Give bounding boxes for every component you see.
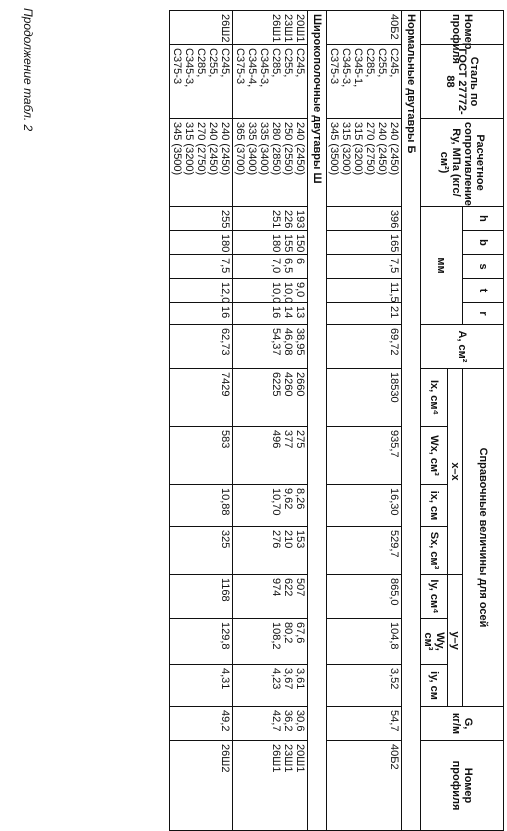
header-s: s [463,255,504,279]
cell-Ix: 2660 4260 6225 [233,369,308,427]
cell-steel: С245, С255, С285, С345-3, С345-4, С375-3 [233,45,308,119]
cell-t: 12,0 [170,279,233,303]
header-h: h [463,207,504,231]
cell-profile-end: 26Ш2 [170,741,233,831]
cell-profile: 26Ш2 [170,11,233,45]
section-title-row [402,11,421,831]
cell-Wx: 275 377 496 [233,427,308,485]
header-mm: мм [421,207,463,325]
cell-r: 16 [170,303,233,325]
header-area: A, см² [421,325,504,369]
cell-steel: С245, С255, С285, С345-1, С345-3, С375-3 [327,45,402,119]
cell-Iy: 865,0 [327,575,402,619]
cell-Wy: 129,8 [170,619,233,665]
rotated-table-container [39,10,504,811]
cell-profile-end: 40Б2 [327,741,402,831]
header-ref-group: Справочные величины для осей [463,369,504,707]
cell-steel: С245, С255, С285, С345-3, С375-3 [170,45,233,119]
header-profile-end: Номер профиля [421,741,504,831]
cell-iy: 3,52 [327,665,402,707]
cell-b: 180 [170,231,233,255]
header-Sx: Sx, см³ [421,527,448,575]
cell-Ix: 7429 [170,369,233,427]
header-r: r [463,303,504,325]
table-row [170,11,233,831]
cell-profile: 20Ш1 23Ш1 26Ш1 [233,11,308,45]
cell-Iy: 1168 [170,575,233,619]
header-ix: ix, см [421,485,448,527]
cell-resistance: 240 (2450) 240 (2450) 270 (2750) 315 (3200) 345 (3500) [170,119,233,207]
cell-ix: 16,30 [327,485,402,527]
cell-h: 255 [170,207,233,231]
header-b: b [463,231,504,255]
table-body [170,11,421,831]
cell-h: 396 [327,207,402,231]
section-title: Нормальные двутавры Б [402,11,421,831]
header-t: t [463,279,504,303]
cell-Wy: 67,6 80,2 108,2 [233,619,308,665]
header-Wy: Wy, см³ [421,619,448,665]
cell-r: 13 14 16 [233,303,308,325]
cell-Sx: 529,7 [327,527,402,575]
cell-t: 11,5 [327,279,402,303]
header-iy: iy, см [421,665,448,707]
cell-weight: 30,6 36,2 42,7 [233,707,308,741]
header-Iy: Iy, см⁴ [421,575,448,619]
cell-profile: 40Б2 [327,11,402,45]
header-resistance: Расчетное сопротивление Ry, МПа (кгс/см²) [421,119,504,207]
table-row [233,11,308,831]
header-Ix: Ix, см⁴ [421,369,448,427]
cell-weight: 49,2 [170,707,233,741]
header-axis-xx: x–x [448,369,463,575]
cell-area: 38,95 46,08 54,37 [233,325,308,369]
cell-b: 165 [327,231,402,255]
cell-b: 150 155 180 [233,231,308,255]
cell-iy: 3,61 3,67 4,23 [233,665,308,707]
cell-h: 193 226 251 [233,207,308,231]
section-title: Широкополочные двутавры Ш [308,11,327,831]
header-profile: Номер профиля [421,11,504,45]
table-caption [18,8,38,148]
cell-s: 6 6,5 7,0 [233,255,308,279]
cell-s: 7,5 [170,255,233,279]
table-row [327,11,402,831]
header-Wx: Wx, см³ [421,427,448,485]
cell-s: 7,5 [327,255,402,279]
cell-iy: 4,31 [170,665,233,707]
cell-area: 62,73 [170,325,233,369]
cell-Sx: 325 [170,527,233,575]
cell-t: 9,0 10,0 10,0 [233,279,308,303]
cell-resistance: 240 (2450) 240 (2450) 270 (2750) 315 (3200) 315 (3200) 345 (3500) [327,119,402,207]
cell-profile-end: 20Ш1 23Ш1 26Ш1 [233,741,308,831]
header-steel: Сталь по ГОСТ 27772-88 [421,45,504,119]
cell-area: 69,72 [327,325,402,369]
cell-resistance: 240 (2450) 250 (2550) 280 (2850) 335 (3400) 335 (3400) 365 (3700) [233,119,308,207]
table-caption-text: Продолжение табл. 2 [21,8,35,132]
cell-Sx: 153 210 276 [233,527,308,575]
table-header [421,11,504,831]
cell-Wy: 104,8 [327,619,402,665]
cell-Wx: 935,7 [327,427,402,485]
section-title-row [308,11,327,831]
cell-Iy: 507 622 974 [233,575,308,619]
cell-Ix: 18530 [327,369,402,427]
cell-ix: 8,26 9,62 10,70 [233,485,308,527]
header-weight: G, кг/м [421,707,504,741]
cell-ix: 10,88 [170,485,233,527]
cell-r: 21 [327,303,402,325]
cell-weight: 54,7 [327,707,402,741]
cell-Wx: 583 [170,427,233,485]
header-axis-yy: y–y [448,575,463,707]
profiles-table [169,10,504,831]
